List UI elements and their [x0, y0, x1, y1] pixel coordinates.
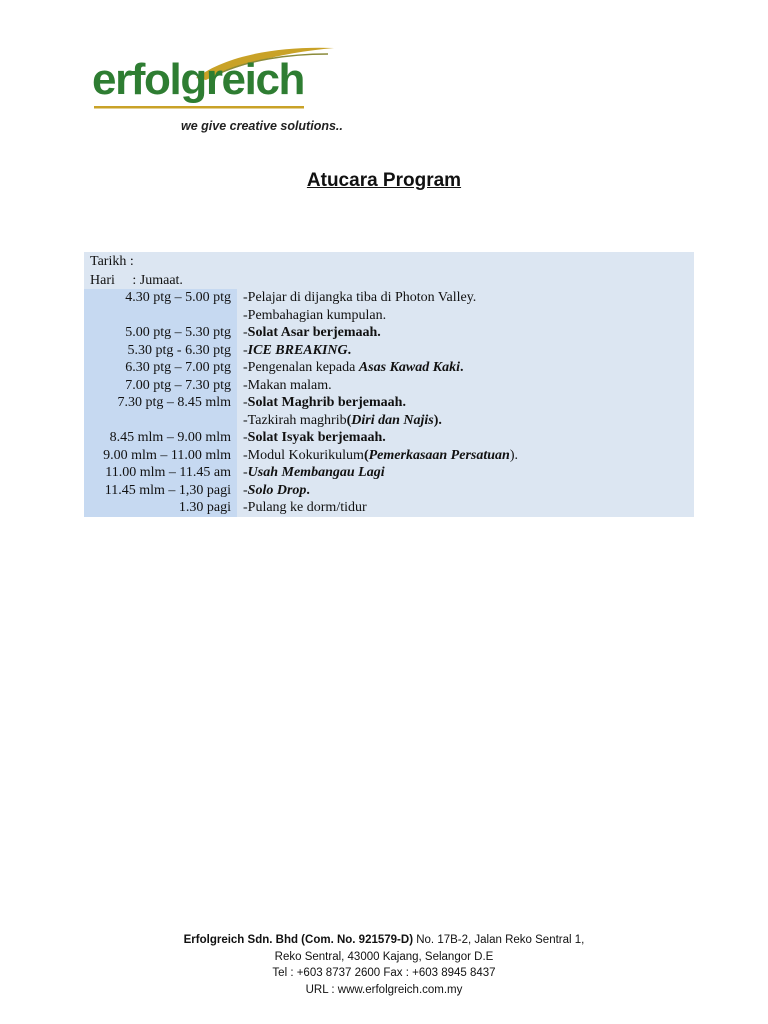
logo-underline: [94, 106, 304, 110]
date-row: [84, 252, 694, 271]
activity-text: -: [243, 430, 248, 445]
activity-text: -: [243, 342, 248, 358]
schedule-time: 6.30 ptg – 7.00 ptg: [84, 359, 237, 377]
schedule-table: [84, 252, 694, 517]
schedule-time: 5.00 ptg – 5.30 ptg: [84, 324, 237, 342]
activity-text: ).: [509, 447, 518, 463]
activity-text: Asas Kawad Kaki: [358, 360, 460, 375]
schedule-time: 8.45 mlm – 9.00 mlm: [84, 429, 237, 447]
activity-text: -Pengenalan kepada: [243, 360, 359, 375]
footer-phone: Tel : +603 8737 2600 Fax : +603 8945 8437: [272, 967, 496, 979]
activity-text: .: [306, 482, 310, 498]
schedule-row: [84, 464, 694, 482]
logo-tagline: we give creative solutions..: [181, 119, 343, 133]
schedule-row: [84, 377, 694, 395]
schedule-time: 11.00 mlm – 11.45 am: [84, 464, 237, 482]
activity-text: -Pulang ke dorm/tidur: [243, 500, 367, 515]
activity-text: -: [243, 482, 248, 498]
schedule-row: [84, 412, 694, 430]
activity-text: Solat Asar berjemaah.: [247, 325, 381, 340]
schedule-time: 9.00 mlm – 11.00 mlm: [84, 447, 237, 465]
schedule-row: [84, 429, 694, 447]
activity-text: ).: [433, 412, 442, 428]
schedule-row: [84, 307, 694, 325]
schedule-time: [84, 412, 237, 430]
schedule-activity: [237, 377, 694, 395]
schedule-activity: [237, 447, 694, 465]
schedule-activity: [237, 464, 694, 482]
footer-address-2: Reko Sentral, 43000 Kajang, Selangor D.E: [274, 950, 494, 963]
footer-line-1: [0, 932, 768, 949]
activity-text: Diri dan Najis: [351, 412, 434, 428]
schedule-row: [84, 394, 694, 412]
activity-text: -Makan malam.: [243, 377, 332, 393]
activity-text: ICE BREAKING: [247, 342, 348, 358]
schedule-activity: [237, 359, 694, 377]
activity-text: -Pelajar di dijangka tiba di Photon Valley.: [243, 290, 477, 305]
activity-text: -: [243, 325, 248, 340]
activity-text: Solat Maghrib berjemaah.: [247, 395, 406, 410]
day-row: [84, 271, 694, 290]
activity-text: -Modul Kokurikulum: [243, 447, 364, 463]
schedule-time: 4.30 ptg – 5.00 ptg: [84, 289, 237, 307]
schedule-activity: [237, 324, 694, 342]
logo-wordmark: erfolgreich: [92, 55, 304, 104]
schedule-row: [84, 359, 694, 377]
schedule-time: 7.30 ptg – 8.45 mlm: [84, 394, 237, 412]
date-label: Tarikh :: [90, 254, 134, 269]
activity-text: -: [243, 465, 248, 480]
schedule-row: [84, 289, 694, 307]
company-logo: [88, 44, 358, 139]
schedule-row: [84, 499, 694, 517]
activity-text: (: [346, 412, 352, 428]
activity-text: -: [243, 395, 248, 410]
activity-text: -Pembahagian kumpulan.: [243, 307, 387, 323]
schedule-activity: [237, 499, 694, 517]
activity-text: -Tazkirah maghrib: [243, 412, 347, 428]
schedule-activity: [237, 429, 694, 447]
activity-text: .: [347, 342, 352, 358]
activity-text: Solo Drop: [247, 482, 307, 498]
schedule-row: [84, 447, 694, 465]
schedule-time: 1.30 pagi: [84, 499, 237, 517]
schedule-time: 5.30 ptg - 6.30 ptg: [84, 342, 237, 360]
page-title: Atucara Program: [306, 170, 462, 191]
schedule-activity: [237, 412, 694, 430]
activity-text: Pemerkasaan Persatuan: [368, 447, 510, 463]
page-footer: [0, 932, 768, 998]
schedule-row: [84, 482, 694, 500]
schedule-activity: [237, 482, 694, 500]
schedule-time: 11.45 mlm – 1,30 pagi: [84, 482, 237, 500]
footer-company: Erfolgreich Sdn. Bhd (Com. No. 921579-D): [183, 934, 414, 946]
activity-text: Solat Isyak berjemaah.: [247, 430, 386, 445]
schedule-activity: [237, 342, 694, 360]
schedule-activity: [237, 289, 694, 307]
schedule-row: [84, 342, 694, 360]
activity-text: Usah Membangau Lagi: [247, 465, 385, 480]
schedule-time: 7.00 ptg – 7.30 ptg: [84, 377, 237, 395]
schedule-activity: [237, 307, 694, 325]
schedule-activity: [237, 394, 694, 412]
day-label: Hari : Jumaat.: [90, 272, 183, 288]
activity-text: (: [363, 447, 369, 463]
footer-url: URL : www.erfolgreich.com.my: [305, 983, 463, 996]
schedule-row: [84, 324, 694, 342]
activity-text: .: [459, 360, 464, 375]
schedule-time: [84, 307, 237, 325]
footer-address-1: No. 17B-2, Jalan Reko Sentral 1,: [413, 934, 585, 946]
